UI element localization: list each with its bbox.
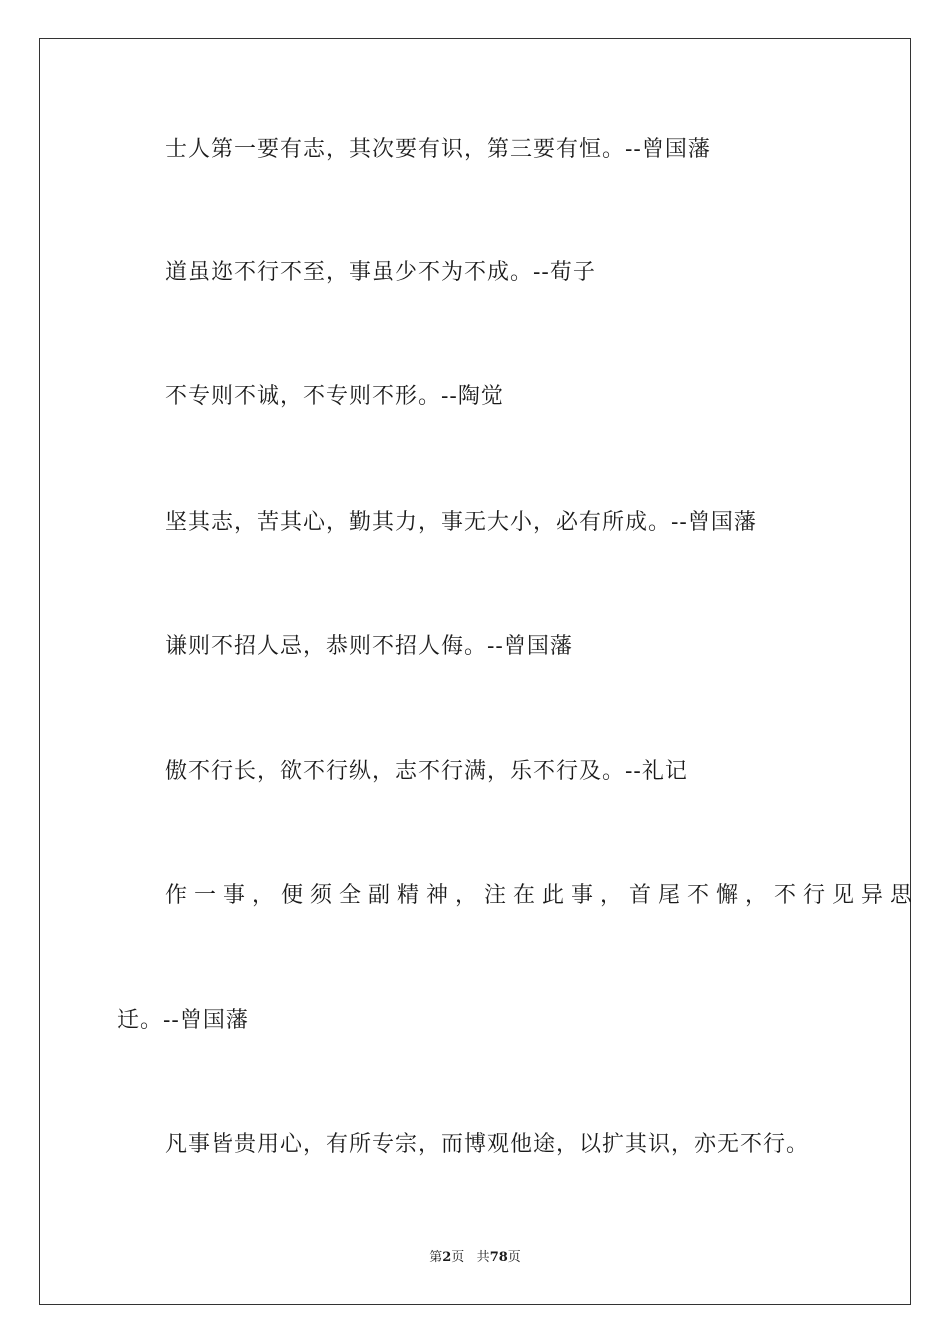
quote-line: 凡事皆贵用心，有所专宗，而博观他途，以扩其识，亦无不行。 [165, 1132, 810, 1157]
quote-line: 不专则不诚，不专则不形。--陶觉 [165, 384, 504, 409]
quote-line: 傲不行长，欲不行纵，志不行满，乐不行及。--礼记 [165, 759, 688, 784]
quote-line-continuation: 迁。--曾国藩 [117, 1008, 249, 1033]
total-suffix: 页 [507, 1250, 521, 1265]
page-suffix: 页 [451, 1250, 465, 1265]
quote-line: 士人第一要有志，其次要有识，第三要有恒。--曾国藩 [165, 137, 711, 162]
page-number: 2 [442, 1250, 452, 1265]
total-pages: 78 [489, 1250, 508, 1265]
quote-line: 坚其志，苦其心，勤其力，事无大小，必有所成。--曾国藩 [165, 510, 757, 535]
page-border [39, 38, 911, 1305]
quote-line: 道虽迩不行不至，事虽少不为不成。--荀子 [165, 260, 596, 285]
total-prefix: 共 [476, 1250, 490, 1265]
quote-line: 谦则不招人忌，恭则不招人侮。--曾国藩 [165, 634, 573, 659]
quote-line: 作一事，便须全副精神，注在此事，首尾不懈，不行见异思 [165, 883, 920, 908]
page-footer [0, 1246, 950, 1265]
page-prefix: 第 [429, 1250, 443, 1265]
